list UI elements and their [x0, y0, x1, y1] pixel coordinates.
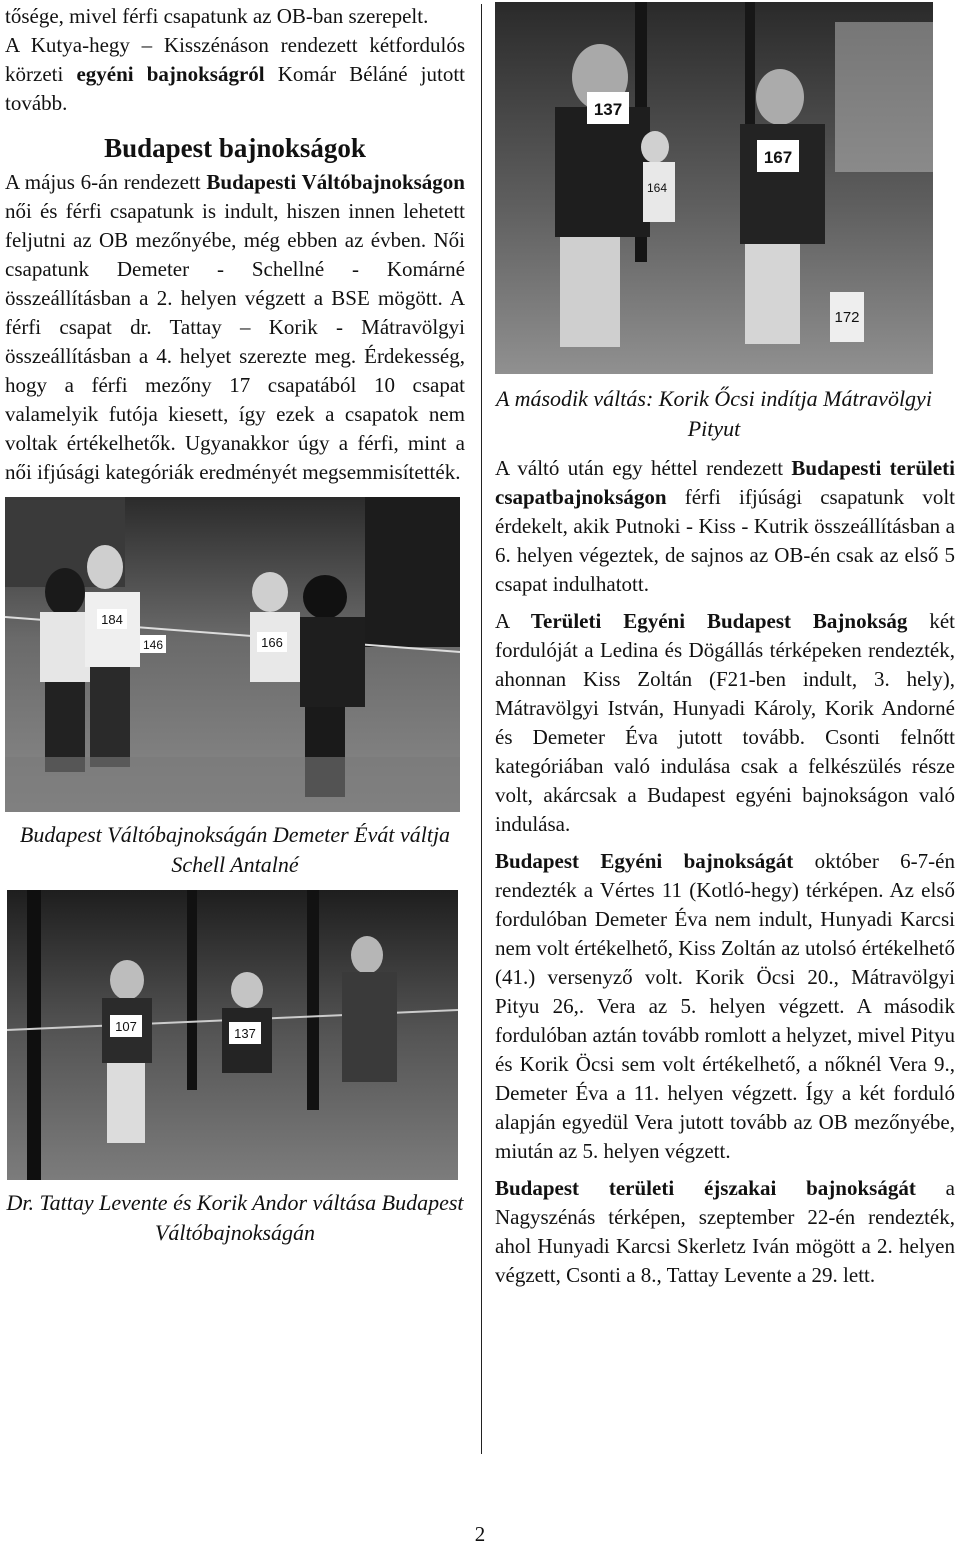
- paragraph-csapatbajnoksag: A váltó után egy héttel rendezett Budapesti területi csapatbajnokságon férfi ifjúsági csapatunk volt érdekelt, akik Putnoki - Kiss - Kutrik összeállításban a 6. helyen végeztek, de sajnos az OB-én csak az első 5 csapat indulhatott.: [495, 456, 955, 596]
- photo-caption-second-leg: A második váltás: Korik Őcsi indítja Mátravölgyi Pityut: [496, 386, 932, 441]
- photo-second-leg: [495, 2, 933, 374]
- paragraph-valtobajnoksag: A május 6-án rendezett Budapesti Váltóbajnokságon női és férfi csapatunk is indult, hiszen innen lehetett feljutni az OB mezőnyébe, még ebben az évben. Női csapatunk Demeter - Schellné - Komárné összeállításban a 2. helyen végzett a BSE mögött. A férfi csapat dr. Tattay – Korik - Mátravölgyi összeállításban a 4. helyet szerezte meg. Érdekesség, hogy a férfi mezőny 17 csapatából 10 csapat valamelyik futója kiesett, így ezek a csapatok nem voltak értékelhetők. Ugyanakkor úgy a férfi, mint a női ifjúsági kategóriák eredményét megsemmisítették.: [5, 170, 465, 484]
- page-number: 2: [474, 1522, 486, 1546]
- bib-number: 107: [115, 1019, 137, 1034]
- bib-number: 167: [763, 148, 793, 167]
- control-flag-number: 172: [834, 309, 860, 326]
- paragraph-ejszakai: Budapest területi éjszakai bajnokságát a Nagyszénás térképen, szeptember 22-én rendezték, ahol Hunyadi Karcsi Skerletz Iván mögött a 2. helyen végzett, Csonti a 8., Tattay Levente a 29. lett.: [495, 1176, 955, 1287]
- bib-number: 166: [261, 635, 283, 650]
- bib-number: 146: [142, 638, 164, 652]
- photo-caption-men-relay: Dr. Tattay Levente és Korik Andor váltása Budapest Váltóbajnokságán: [6, 1190, 464, 1245]
- bib-number: 137: [593, 100, 623, 119]
- paragraph-egyeni-bajnoksag: Budapest Egyéni bajnokságát október 6-7-én rendezték a Vértes 11 (Kotló-hegy) térképen. Az első fordulóban Demeter Éva nem indult, Hunyadi Karcsi nem volt értékelhető, Kiss Zoltán az utolsó értékelhető (41.) versenyző volt. Korik Öcsi 20., Mátravölgyi Pityu 26,. Vera az 5. helyen végzett. A második fordulóban aztán tovább romlott a helyzet, mivel Pityu és Korik Öcsi sem volt értékelhető, a nőknél Vera 9., Demeter Éva a 11. helyen végzett. Így a két forduló alapján egyedül Vera jutott tovább az OB mezőnyébe, miután az 5. helyen végzett.: [495, 849, 955, 1163]
- bib-number: 184: [101, 612, 123, 627]
- right-column: [495, 2, 955, 1290]
- bib-number: 137: [234, 1026, 256, 1041]
- paragraph-kutya-hegy: A Kutya-hegy – Kisszénáson rendezett kétfordulós körzeti egyéni bajnokságról Komár Béláné jutott tovább.: [5, 33, 465, 115]
- column-divider: [481, 4, 482, 1454]
- left-column: [5, 2, 465, 1248]
- paragraph-continuation: tősége, mivel férfi csapatunk az OB-ban szerepelt.: [5, 4, 429, 28]
- photo-caption-women-relay: Budapest Váltóbajnokságán Demeter Évát váltja Schell Antalné: [19, 822, 451, 877]
- paragraph-teruleti-egyeni: A Területi Egyéni Budapest Bajnokság két fordulóját a Ledina és Dögállás térképeken rendezték, ahonnan Kiss Zoltán (F21-ben indult, 3. hely), Mátravölgyi István, Hunyadi Károly, Korik Andorné és Demeter Éva jutott tovább. Csonti felnőtt kategóriában való indulása csak a felkészülés része volt, akárcsak a Budapest egyéni bajnokságon való indulása.: [495, 609, 955, 836]
- photo-men-relay: [7, 890, 458, 1180]
- bib-number: 164: [646, 181, 668, 195]
- section-title: Budapest bajnokságok: [104, 133, 366, 163]
- photo-women-relay: [5, 497, 460, 812]
